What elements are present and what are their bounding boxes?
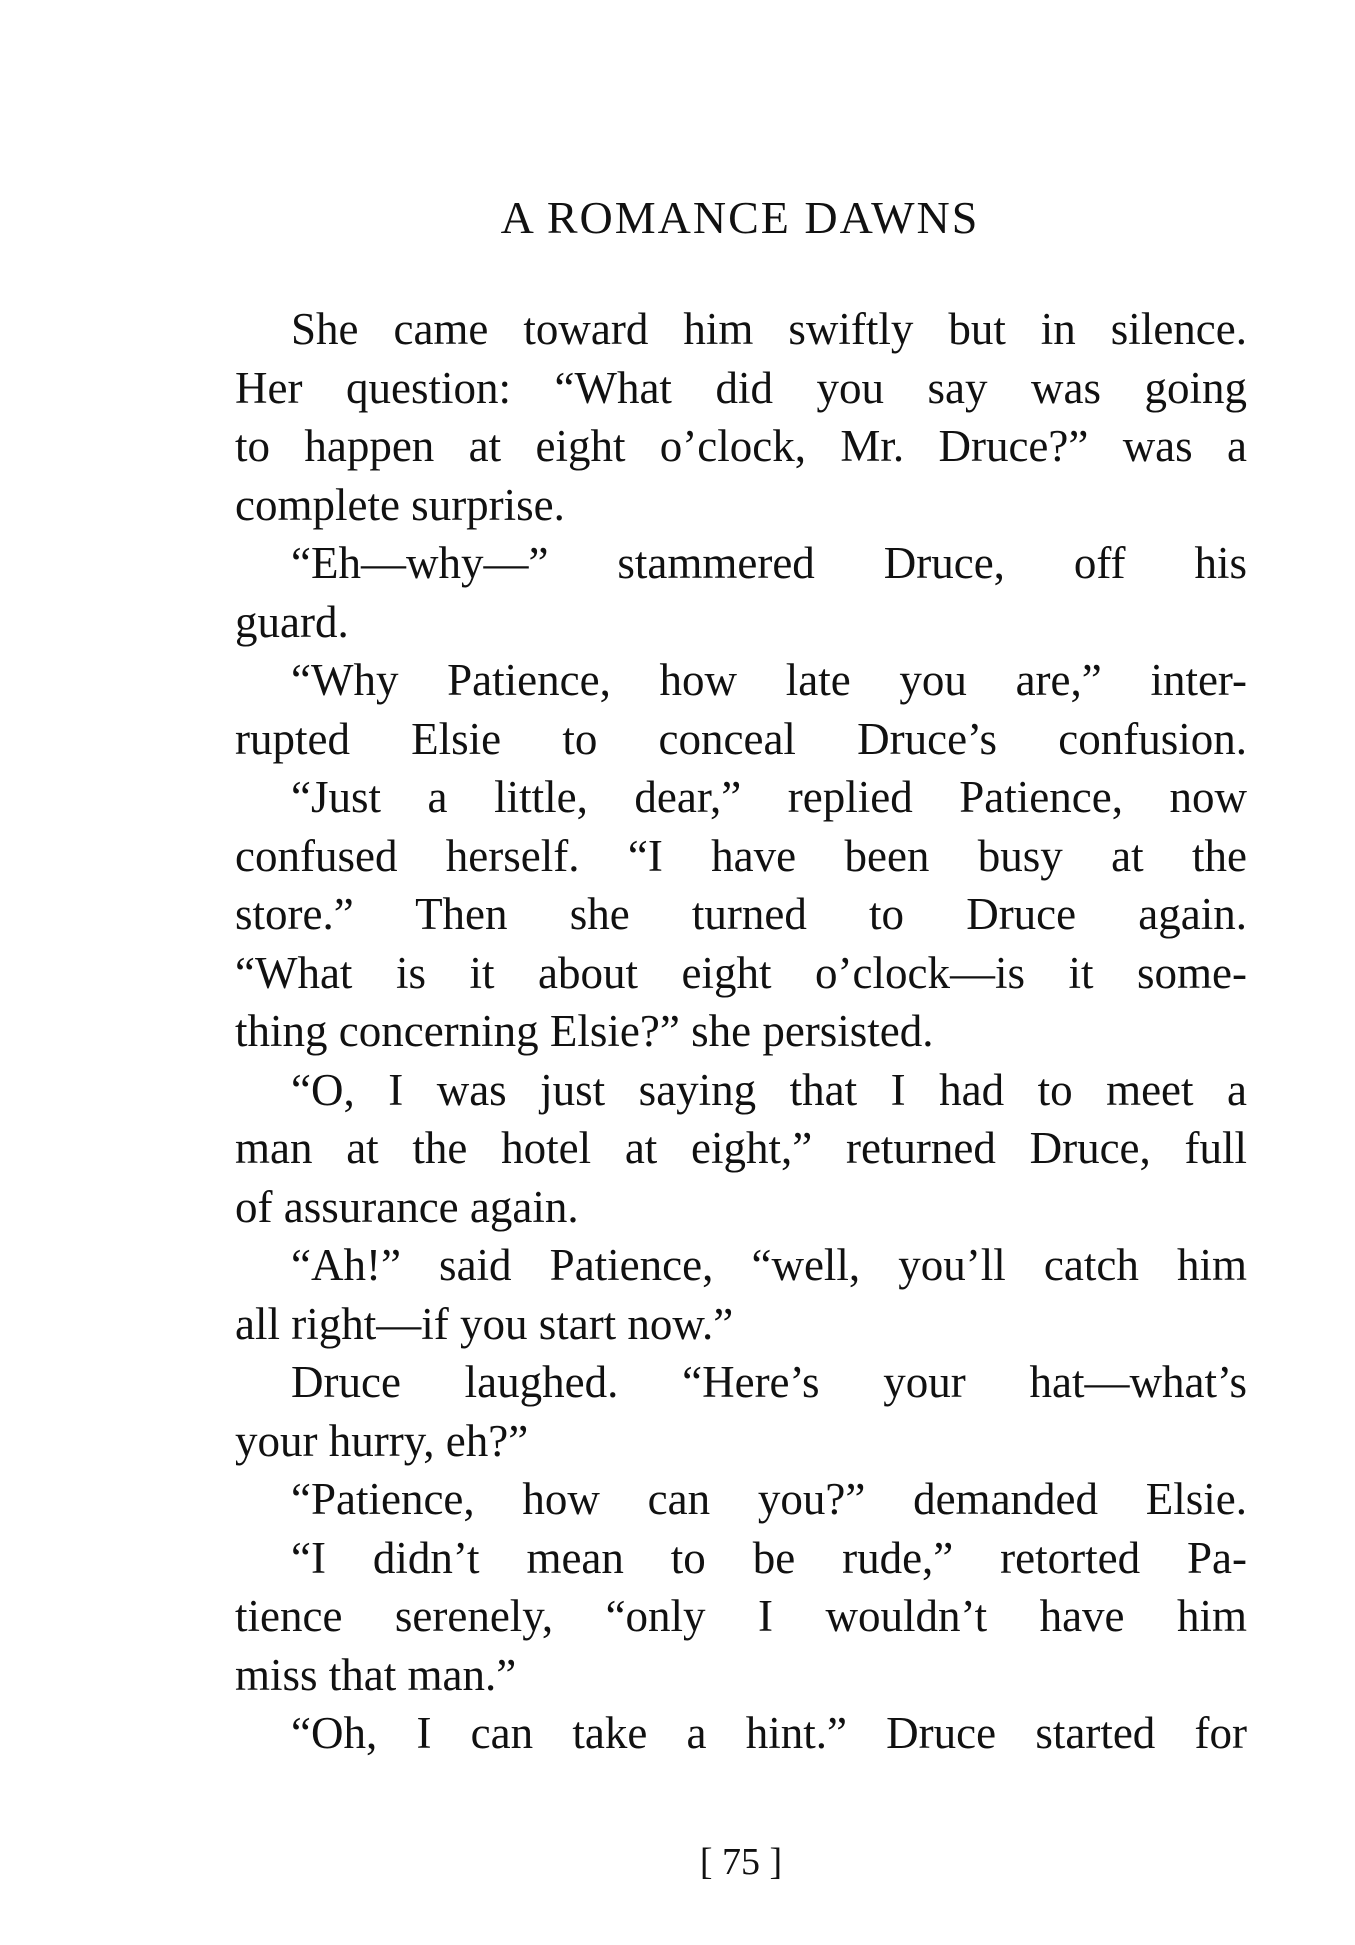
text-line: “Oh, I can take a hint.” Druce started for xyxy=(291,1708,1247,1758)
page-number: [ 75 ] xyxy=(699,1841,783,1883)
text-line: “I didn’t mean to be rude,” retorted Pa- xyxy=(291,1532,1247,1583)
body-text xyxy=(235,300,1247,1763)
text-line: your hurry, eh?” xyxy=(235,1415,529,1466)
text-line: of assurance again. xyxy=(235,1181,579,1232)
text-line: store.” Then she turned to Druce again. xyxy=(235,889,1247,939)
text-line: “Just a little, dear,” replied Patience, now xyxy=(291,772,1247,822)
text-line: Her question: “What did you say was going xyxy=(235,362,1247,413)
text-line: miss that man.” xyxy=(235,1649,517,1700)
text-line: “O, I was just saying that I had to meet a xyxy=(291,1064,1247,1115)
text-line: “Eh—why—” stammered Druce, off his xyxy=(291,538,1247,588)
text-line: complete surprise. xyxy=(235,479,565,530)
text-line: thing concerning Elsie?” she persisted. xyxy=(235,1006,934,1056)
text-line: rupted Elsie to conceal Druce’s confusion. xyxy=(235,713,1247,764)
text-line: “Patience, how can you?” demanded Elsie. xyxy=(291,1474,1247,1524)
text-line: man at the hotel at eight,” returned Druce, full xyxy=(235,1123,1247,1173)
text-line: guard. xyxy=(235,596,349,647)
text-line: to happen at eight o’clock, Mr. Druce?” was a xyxy=(235,421,1247,471)
text-line: “What is it about eight o’clock—is it some- xyxy=(235,947,1247,998)
text-line: all right—if you start now.” xyxy=(235,1298,734,1349)
text-line: “Ah!” said Patience, “well, you’ll catch him xyxy=(291,1240,1247,1290)
text-line: “Why Patience, how late you are,” inter- xyxy=(291,655,1247,705)
text-line: confused herself. “I have been busy at the xyxy=(235,830,1247,881)
running-head: A ROMANCE DAWNS xyxy=(500,192,980,243)
text-line: tience serenely, “only I wouldn’t have him xyxy=(235,1591,1247,1641)
text-line: Druce laughed. “Here’s your hat—what’s xyxy=(291,1357,1247,1407)
text-line: She came toward him swiftly but in silence. xyxy=(291,304,1247,354)
